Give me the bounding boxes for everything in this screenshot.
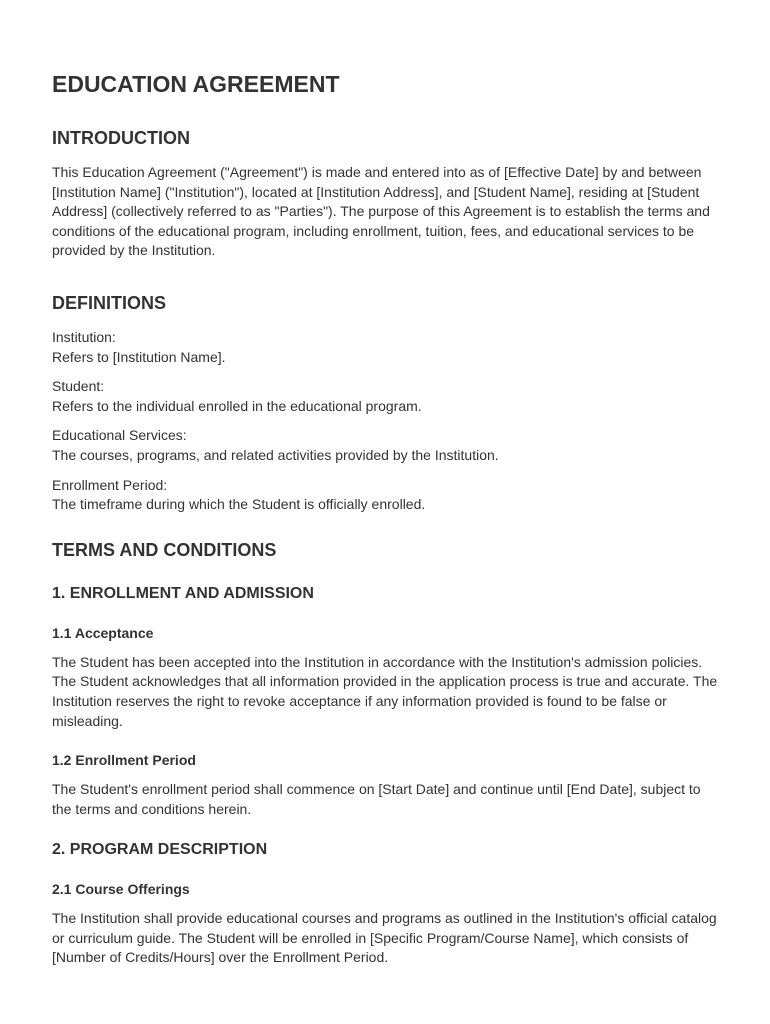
definitions-section (52, 290, 722, 515)
terms-section (52, 537, 722, 968)
definition-item (52, 377, 722, 416)
course-offerings-heading: 2.1 Course Offerings (52, 881, 190, 898)
enrollment-period-text: The Student's enrollment period shall commence on [Start Date] and continue until [End Date], subject to the terms and conditions herein. (52, 781, 701, 817)
definition-text: The timeframe during which the Student is officially enrolled. (52, 496, 426, 513)
definition-text: The courses, programs, and related activities provided by the Institution. (52, 446, 499, 463)
definition-term: Educational Services: (52, 427, 187, 444)
definition-term: Enrollment Period: (52, 476, 168, 493)
introduction-text: This Education Agreement ("Agreement") is made and entered into as of [Effective Date] by and between [Institution Name] ("Institution"), located at [Institution Address], and [Student Name], residing at [Student Address] (collectively referred to as "Parties"). The purpose of this Agreement is to establish the terms and conditions of the educational program, including enrollment, tuition, fees, and educational services to be provided by the Institution. (52, 164, 710, 259)
terms-heading: TERMS AND CONDITIONS (52, 539, 277, 560)
definition-term: Institution: (52, 328, 116, 345)
enrollment-period-heading: 1.2 Enrollment Period (52, 752, 196, 769)
document-title: EDUCATION AGREEMENT (52, 71, 340, 97)
enrollment-section (52, 583, 722, 820)
definitions-heading: DEFINITIONS (52, 292, 167, 313)
introduction-heading: INTRODUCTION (52, 128, 190, 148)
document-page (52, 68, 722, 968)
definition-item (52, 328, 722, 367)
program-heading: 2. PROGRAM DESCRIPTION (52, 841, 268, 859)
course-offerings-text: The Institution shall provide educational courses and programs as outlined in the Institution's official catalog or curriculum guide. The Student will be enrolled in [Specific Program/Course Name], which consists of [Number of Credits/Hours] over the Enrollment Period. (52, 910, 717, 966)
enrollment-heading: 1. ENROLLMENT AND ADMISSION (52, 584, 314, 602)
definition-term: Student: (52, 378, 105, 395)
definition-text: Refers to [Institution Name]. (52, 348, 226, 365)
definition-item (52, 426, 722, 465)
definition-text: Refers to the individual enrolled in the educational program. (52, 397, 422, 414)
definitions-list (52, 328, 722, 515)
acceptance-heading: 1.1 Acceptance (52, 624, 154, 641)
program-section (52, 839, 722, 968)
definition-item (52, 476, 722, 515)
introduction-section (52, 125, 722, 261)
acceptance-text: The Student has been accepted into the Institution in accordance with the Institution's admission policies. The Student acknowledges that all information provided in the application process is true and accurate. The Institution reserves the right to revoke acceptance if any information provided is found to be false or misleading. (52, 653, 718, 729)
